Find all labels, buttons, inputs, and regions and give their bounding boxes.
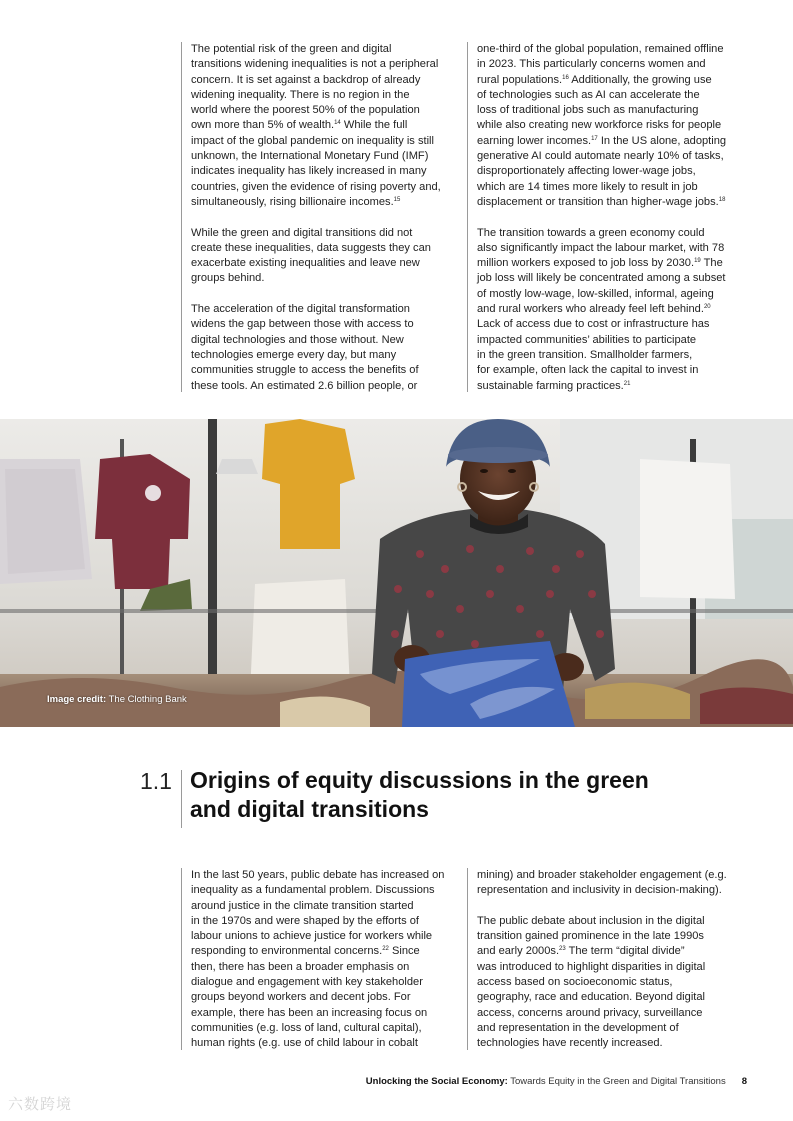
paragraph: While the green and digital transitions did not create these inequalities, data suggests they can exacerbate existing inequalities and leave new groups behind. [191, 226, 431, 285]
section-title: Origins of equity discussions in the green and digital transitions [190, 767, 649, 822]
footnote-ref[interactable]: 14 [334, 120, 341, 127]
footnote-ref[interactable]: 15 [393, 196, 401, 203]
image-credit: Image credit: The Clothing Bank [47, 694, 187, 705]
photo-illustration [0, 419, 793, 727]
footnote-ref[interactable]: 18 [718, 196, 726, 203]
paragraph: The potential risk of the green and digital transitions widening inequalities is not a peripheral concern. It is set against a backdrop of already widening inequality. There is no region in the world where the poorest 50% of the population own more than 5% of wealth.$^{14}$ While the full impact of the global pandemic on inequality is still unknown, the International Monetary Fund (IMF) indicates inequality has likely increased in many countries, given the evidence of rising poverty and, simultaneously, rising billionaire incomes.$^{15}$ [191, 43, 441, 208]
paragraph: mining) and broader stakeholder engagement (e.g. representation and inclusivity in decision-making). [477, 869, 727, 897]
footnote-ref[interactable]: 21 [623, 380, 631, 387]
footnote-ref[interactable]: 19 [694, 258, 701, 265]
watermark: 六数跨境 [8, 1096, 73, 1113]
footnote-ref[interactable]: 16 [562, 74, 569, 81]
paragraph: In the last 50 years, public debate has increased on inequality as a fundamental problem. Discussions around justice in the climate transition started in the 1970s and were shaped by the efforts of labour unions to achieve justice for workers while responding to environmental concerns.$^{22}$ Since then, there has been a broader emphasis on dialogue and engagement with key stakeholder groups beyond workers and decent jobs. For example, there has been an increasing focus on communities (e.g. loss of land, cultural capital), human rights (e.g. use of child labour in cobalt [191, 869, 445, 1050]
footnote-ref[interactable]: 20 [703, 304, 711, 311]
footnote-ref[interactable]: 17 [591, 135, 598, 142]
paragraph: The public debate about inclusion in the digital transition gained prominence in the late 1990s and early 2000s.$^{23}$ The term “digital divide” was introduced to highlight disparities in digital access based on socioeconomic status, geography, race and education. Beyond digital access, concerns around privacy, surveillance and representation in the development of technologies have recently increased. [477, 914, 706, 1050]
paragraph: one-third of the global population, remained offline in 2023. This particularly concerns women and rural populations.$^{16}$ Additionally, the growing use of technologies such as AI can accelerate the loss of traditional jobs such as manufacturing while also creating new workforce risks for people earning lower incomes.$^{17}$ In the US alone, adopting generative AI could automate nearly 10% of tasks, disproportionately affecting lower-wage jobs, which are 14 times more likely to result in job displacement or transition than higher-wage jobs.$^{18}$ [477, 43, 727, 208]
page-number: 8 [741, 1076, 747, 1087]
section-number: 1.1 [140, 768, 172, 794]
column-bottom-left [181, 868, 461, 1050]
footnote-ref[interactable]: 23 [559, 946, 566, 953]
paragraph: The acceleration of the digital transformation widens the gap between those with access to digital technologies and those without. New technologies emerge every day, but many communities struggle to access the benefits of these tools. An estimated 2.6 billion people, or [191, 303, 419, 392]
footnote-ref[interactable]: 22 [382, 946, 389, 953]
photo-woman-clothing-bank [0, 419, 793, 727]
column-bottom-right [467, 868, 755, 1050]
page-footer: Unlocking the Social Economy: Towards Equity in the Green and Digital Transitions 8 [365, 1076, 747, 1087]
paragraph: The transition towards a green economy could also significantly impact the labour market, with 78 million workers exposed to job loss by 2030.19 The job loss will likely be concentrated among a subset of mostly low-wage, low-skilled, informal, ageing and rural workers who already feel left behind.$^{20}$ Lack of access due to cost or infrastructure has impacted communities’ abilities to participate in the green transition. Smallholder farmers, for example, often lack the capital to invest in sustainable farming practices.$^{21}$ [477, 226, 726, 392]
column-top-right [467, 42, 755, 392]
section-divider [181, 770, 182, 828]
column-top-left [181, 42, 461, 392]
